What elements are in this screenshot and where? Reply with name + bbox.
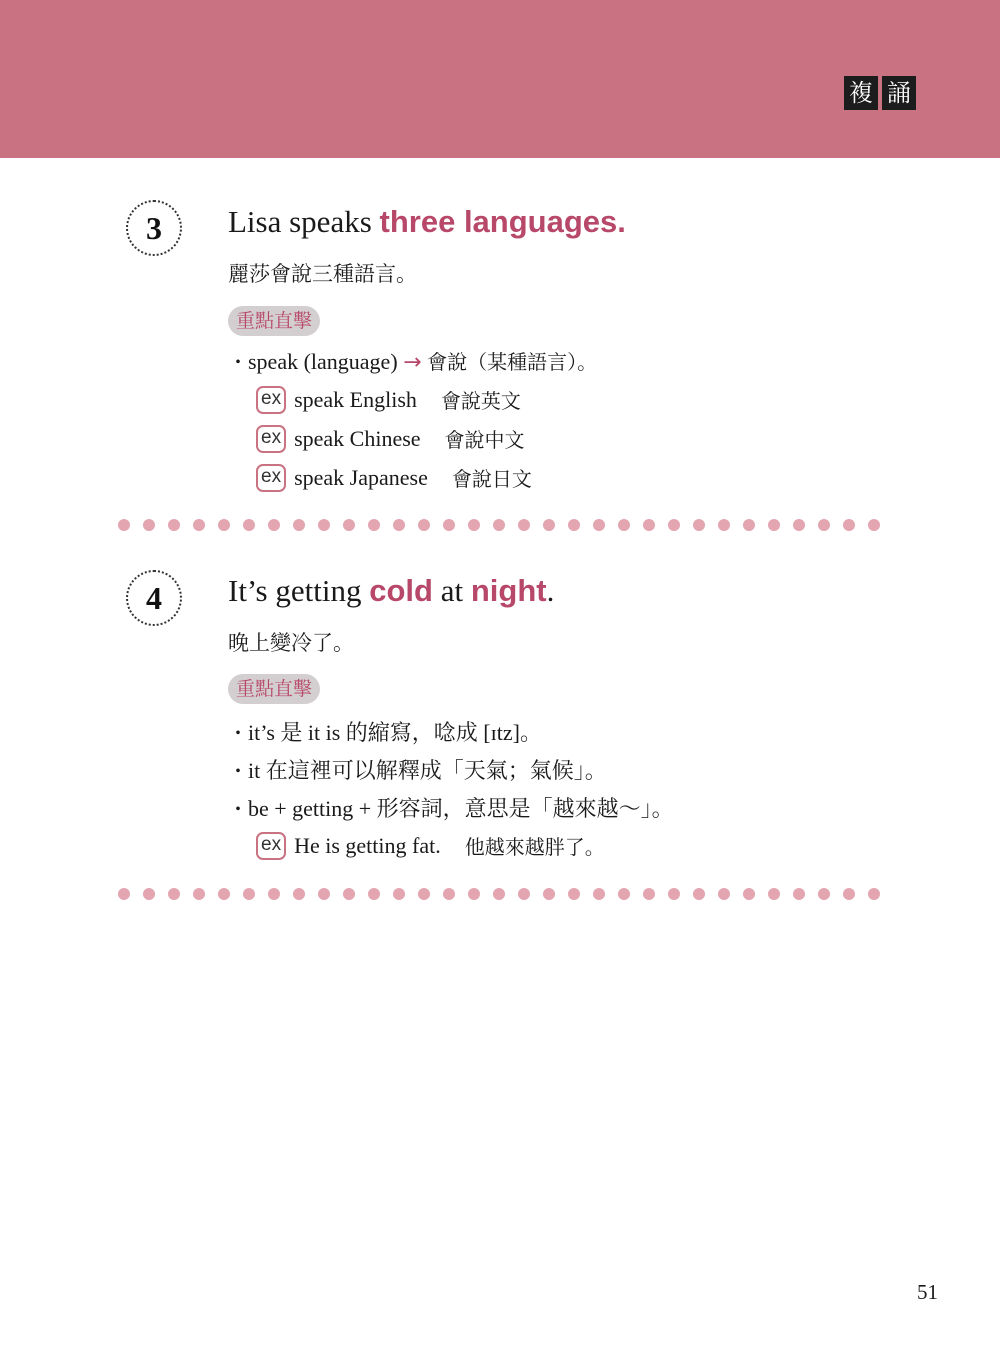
bullet-mark: ・ <box>228 721 248 745</box>
example-sentence <box>228 204 626 240</box>
example-zh: 會說日文 <box>451 467 532 491</box>
key-point <box>228 792 674 823</box>
divider-dot <box>768 888 780 900</box>
dotted-divider <box>118 888 880 900</box>
divider-dot <box>868 519 880 531</box>
key-point-text: be + getting + 形容詞，意思是「越來越～」。 <box>248 796 674 821</box>
bullet-mark: ・ <box>228 759 248 783</box>
divider-dot <box>443 888 455 900</box>
ex-badge: ex <box>256 832 286 860</box>
section-tag-char: 誦 <box>882 76 916 110</box>
divider-dot <box>668 519 680 531</box>
sentence-text: . <box>546 573 555 608</box>
ex-badge: ex <box>256 386 286 414</box>
key-point-text: it 在這裡可以解釋成「天氣；氣候」。 <box>248 758 607 783</box>
divider-dot <box>193 888 205 900</box>
divider-dot <box>493 519 505 531</box>
page-number: 51 <box>917 1280 938 1304</box>
divider-dot <box>743 888 755 900</box>
divider-dot <box>168 519 180 531</box>
example-en: speak Japanese <box>294 464 428 490</box>
sentence-highlight: three languages. <box>379 204 626 239</box>
divider-dot <box>393 519 405 531</box>
divider-dot <box>618 519 630 531</box>
divider-dot <box>468 888 480 900</box>
divider-dot <box>318 519 330 531</box>
example-zh: 他越來越胖了。 <box>464 835 605 859</box>
divider-dot <box>793 888 805 900</box>
divider-dot <box>143 519 155 531</box>
example-en: He is getting fat. <box>294 832 441 858</box>
divider-dot <box>343 888 355 900</box>
section-tag-char: 複 <box>844 76 878 110</box>
example-zh: 會說英文 <box>440 389 521 413</box>
divider-dot <box>843 888 855 900</box>
divider-dot <box>293 519 305 531</box>
example-line <box>256 831 605 860</box>
divider-dot <box>568 519 580 531</box>
divider-dot <box>518 888 530 900</box>
divider-dot <box>518 519 530 531</box>
divider-dot <box>818 888 830 900</box>
divider-dot <box>393 888 405 900</box>
divider-dot <box>693 519 705 531</box>
divider-dot <box>318 888 330 900</box>
divider-dot <box>293 888 305 900</box>
divider-dot <box>643 888 655 900</box>
divider-dot <box>743 519 755 531</box>
divider-dot <box>593 888 605 900</box>
divider-dot <box>243 519 255 531</box>
key-point-text: it’s 是 it is 的縮寫，唸成 [ɪtz]。 <box>248 720 542 745</box>
example-line <box>256 424 525 453</box>
divider-dot <box>618 888 630 900</box>
ex-badge: ex <box>256 425 286 453</box>
divider-dot <box>693 888 705 900</box>
divider-dot <box>243 888 255 900</box>
divider-dot <box>768 519 780 531</box>
example-line <box>256 385 521 414</box>
key-point-zh: 會說（某種語言）。 <box>427 350 598 374</box>
divider-dot <box>118 888 130 900</box>
divider-dot <box>268 519 280 531</box>
example-en: speak English <box>294 386 417 412</box>
item-number-badge: 3 <box>126 200 182 256</box>
bullet-mark: ・ <box>228 797 248 821</box>
bullet-mark: ・ <box>228 350 248 374</box>
divider-dot <box>468 519 480 531</box>
sentence-text: Lisa speaks <box>228 204 380 239</box>
key-point <box>228 716 542 747</box>
sentence-highlight: cold <box>369 573 433 608</box>
divider-dot <box>118 519 130 531</box>
example-zh: 會說中文 <box>444 428 525 452</box>
key-points-label: 重點直擊 <box>228 306 320 336</box>
divider-dot <box>718 519 730 531</box>
divider-dot <box>568 888 580 900</box>
divider-dot <box>843 519 855 531</box>
divider-dot <box>493 888 505 900</box>
divider-dot <box>368 888 380 900</box>
divider-dot <box>368 519 380 531</box>
divider-dot <box>168 888 180 900</box>
divider-dot <box>818 519 830 531</box>
key-point <box>228 346 597 375</box>
divider-dot <box>268 888 280 900</box>
key-points-label: 重點直擊 <box>228 674 320 704</box>
divider-dot <box>418 519 430 531</box>
example-sentence <box>228 573 554 609</box>
arrow-icon: → <box>403 350 422 375</box>
sentence-translation: 麗莎會說三種語言。 <box>228 262 417 286</box>
divider-dot <box>868 888 880 900</box>
sentence-highlight: night <box>470 573 547 608</box>
divider-dot <box>543 888 555 900</box>
divider-dot <box>543 519 555 531</box>
ex-badge: ex <box>256 464 286 492</box>
divider-dot <box>218 888 230 900</box>
sentence-translation: 晚上變冷了。 <box>228 631 354 655</box>
item-number-badge: 4 <box>126 570 182 626</box>
sentence-text: at <box>432 573 471 608</box>
sentence-text: It’s getting <box>228 573 370 608</box>
divider-dot <box>143 888 155 900</box>
example-en: speak Chinese <box>294 425 421 451</box>
dotted-divider <box>118 519 880 531</box>
section-tag <box>844 76 916 110</box>
divider-dot <box>418 888 430 900</box>
key-point <box>228 754 607 785</box>
divider-dot <box>668 888 680 900</box>
divider-dot <box>218 519 230 531</box>
divider-dot <box>793 519 805 531</box>
key-point-en: speak (language) <box>248 349 398 374</box>
divider-dot <box>443 519 455 531</box>
divider-dot <box>343 519 355 531</box>
divider-dot <box>193 519 205 531</box>
divider-dot <box>643 519 655 531</box>
divider-dot <box>593 519 605 531</box>
divider-dot <box>718 888 730 900</box>
example-line <box>256 463 532 492</box>
